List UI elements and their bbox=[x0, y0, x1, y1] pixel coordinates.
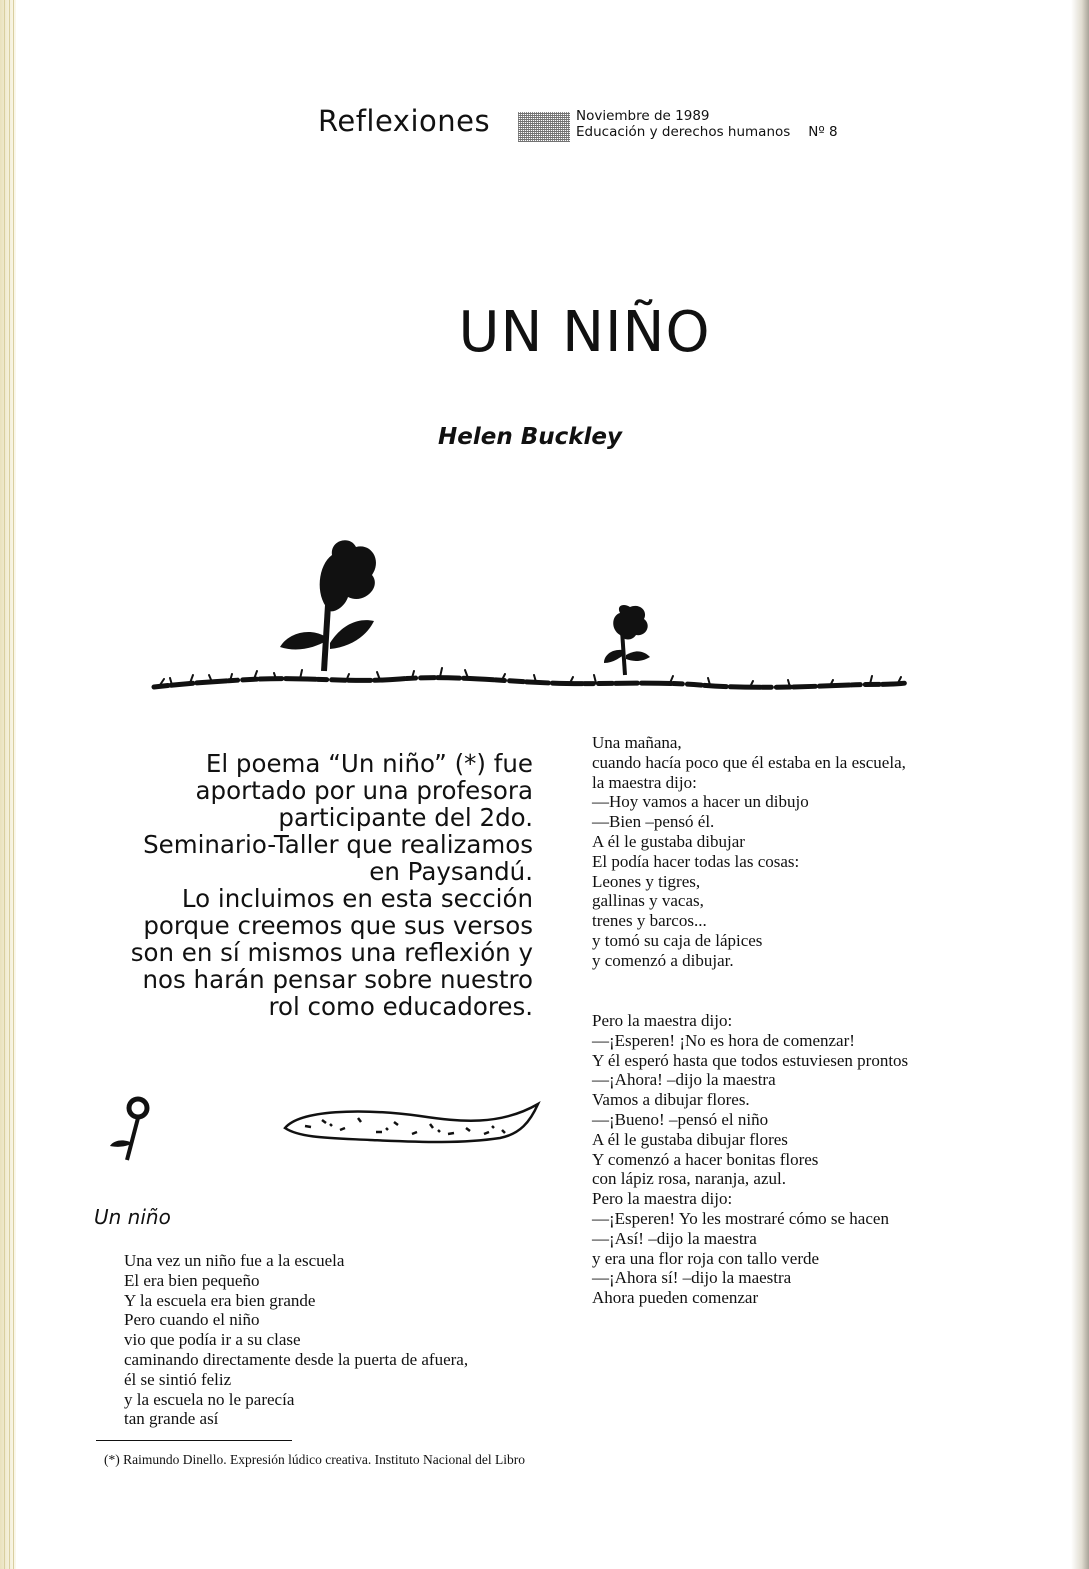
poem-line: Pero la maestra dijo: bbox=[592, 1011, 733, 1030]
poem-line: caminando directamente desde la puerta de afuera, bbox=[124, 1349, 469, 1369]
poem-line: y comenzó a dibujar. bbox=[592, 950, 734, 970]
poem-line: A él le gustaba dibujar bbox=[592, 831, 745, 851]
poem-line: Pero cuando el niño bbox=[124, 1310, 260, 1330]
poem-line: —¡Esperen! Yo les mostraré cómo se hacen bbox=[592, 1208, 889, 1228]
poem-line: con lápiz rosa, naranja, azul. bbox=[592, 1169, 786, 1189]
poem-line: Y comenzó a hacer bonitas flores bbox=[592, 1149, 819, 1169]
intro-line: aportado por una profesora bbox=[195, 776, 533, 805]
poem-line: y la escuela no le parecía bbox=[124, 1389, 295, 1409]
poem-line: Vamos a dibujar flores. bbox=[592, 1090, 750, 1110]
poem-line: trenes y barcos... bbox=[592, 911, 707, 931]
poem-line: —¡Ahora! –dijo la maestra bbox=[592, 1070, 776, 1090]
page-edge-line bbox=[9, 0, 10, 1569]
poem-line: —¡Así! –dijo la maestra bbox=[592, 1228, 757, 1248]
poem-line: Y él esperó hasta que todos estuviesen prontos bbox=[592, 1050, 909, 1070]
poem-line: vio que podía ir a su clase bbox=[124, 1330, 301, 1350]
poem-line: —Bien –pensó él. bbox=[592, 812, 715, 832]
poem-title: UN NIÑO bbox=[458, 300, 711, 365]
large-flower-drawing bbox=[280, 540, 376, 671]
issue-date: Noviembre de 1989 bbox=[576, 108, 710, 124]
page-edge-line bbox=[13, 0, 14, 1569]
intro-line: son en sí mismos una reflexión y bbox=[130, 938, 533, 967]
poem-line: —Hoy vamos a hacer un dibujo bbox=[592, 792, 809, 812]
poem-line: él se sintió feliz bbox=[124, 1369, 232, 1389]
flower-worm-illustration bbox=[100, 1090, 550, 1170]
section-title: Reflexiones bbox=[318, 104, 491, 138]
author-name: Helen Buckley bbox=[438, 424, 623, 450]
header-meta bbox=[576, 108, 838, 140]
poem-line: El podía hacer todas las cosas: bbox=[592, 851, 800, 871]
poem-line: gallinas y vacas, bbox=[592, 891, 704, 911]
issue-topic: Educación y derechos humanos bbox=[576, 124, 791, 140]
poem-line: —¡Ahora sí! –dijo la maestra bbox=[592, 1268, 792, 1288]
poem-line: cuando hacía poco que él estaba en la escuela, bbox=[592, 752, 906, 772]
intro-line: rol como educadores. bbox=[268, 992, 533, 1021]
poem-line: El era bien pequeño bbox=[124, 1270, 260, 1290]
issue-topic-row bbox=[576, 124, 838, 140]
poem-stanza-1 bbox=[124, 1251, 468, 1429]
poem-line: —¡Esperen! ¡No es hora de comenzar! bbox=[592, 1030, 855, 1050]
poem-line: Leones y tigres, bbox=[592, 871, 701, 891]
poem-line: —¡Bueno! –pensó el niño bbox=[592, 1109, 769, 1129]
tiny-flower-drawing bbox=[110, 1099, 147, 1160]
poem-line: Ahora pueden comenzar bbox=[592, 1288, 759, 1308]
page-shadow bbox=[1071, 0, 1089, 1569]
intro-line: participante del 2do. bbox=[278, 803, 533, 832]
poem-line: A él le gustaba dibujar flores bbox=[592, 1129, 788, 1149]
poem-line: y era una flor roja con tallo verde bbox=[592, 1248, 820, 1268]
intro-line: en Paysandú. bbox=[369, 857, 533, 886]
header-pattern-block bbox=[518, 112, 570, 142]
flowers-grass-illustration bbox=[150, 525, 920, 715]
poem-line: la maestra dijo: bbox=[592, 772, 697, 792]
intro-line: Lo incluimos en esta sección bbox=[181, 884, 533, 913]
worm-drawing bbox=[285, 1104, 538, 1142]
poem-line: Pero la maestra dijo: bbox=[592, 1189, 733, 1209]
small-flower-drawing bbox=[604, 605, 650, 675]
poem-line: tan grande así bbox=[124, 1409, 219, 1429]
poem-line: Una vez un niño fue a la escuela bbox=[124, 1251, 345, 1270]
intro-paragraph bbox=[88, 750, 533, 1020]
footnote: (*) Raimundo Dinello. Expresión lúdico creativa. Instituto Nacional del Libro bbox=[104, 1452, 526, 1467]
footnote-divider bbox=[96, 1440, 292, 1441]
poem-line: Una mañana, bbox=[592, 733, 682, 752]
intro-line: nos harán pensar sobre nuestro bbox=[142, 965, 533, 994]
grass-line-drawing bbox=[154, 668, 906, 687]
poem-line: y tomó su caja de lápices bbox=[592, 930, 763, 950]
poem-line: Y la escuela era bien grande bbox=[124, 1290, 316, 1310]
intro-line: porque creemos que sus versos bbox=[143, 911, 533, 940]
intro-line: El poema “Un niño” (*) fue bbox=[205, 749, 533, 778]
issue-number: Nº 8 bbox=[808, 124, 838, 140]
poem-heading: Un niño bbox=[94, 1205, 171, 1229]
poem-stanza-3 bbox=[592, 1011, 908, 1308]
page-edge-line bbox=[4, 0, 5, 1569]
intro-line: Seminario-Taller que realizamos bbox=[143, 830, 533, 859]
poem-stanza-2 bbox=[592, 733, 906, 971]
